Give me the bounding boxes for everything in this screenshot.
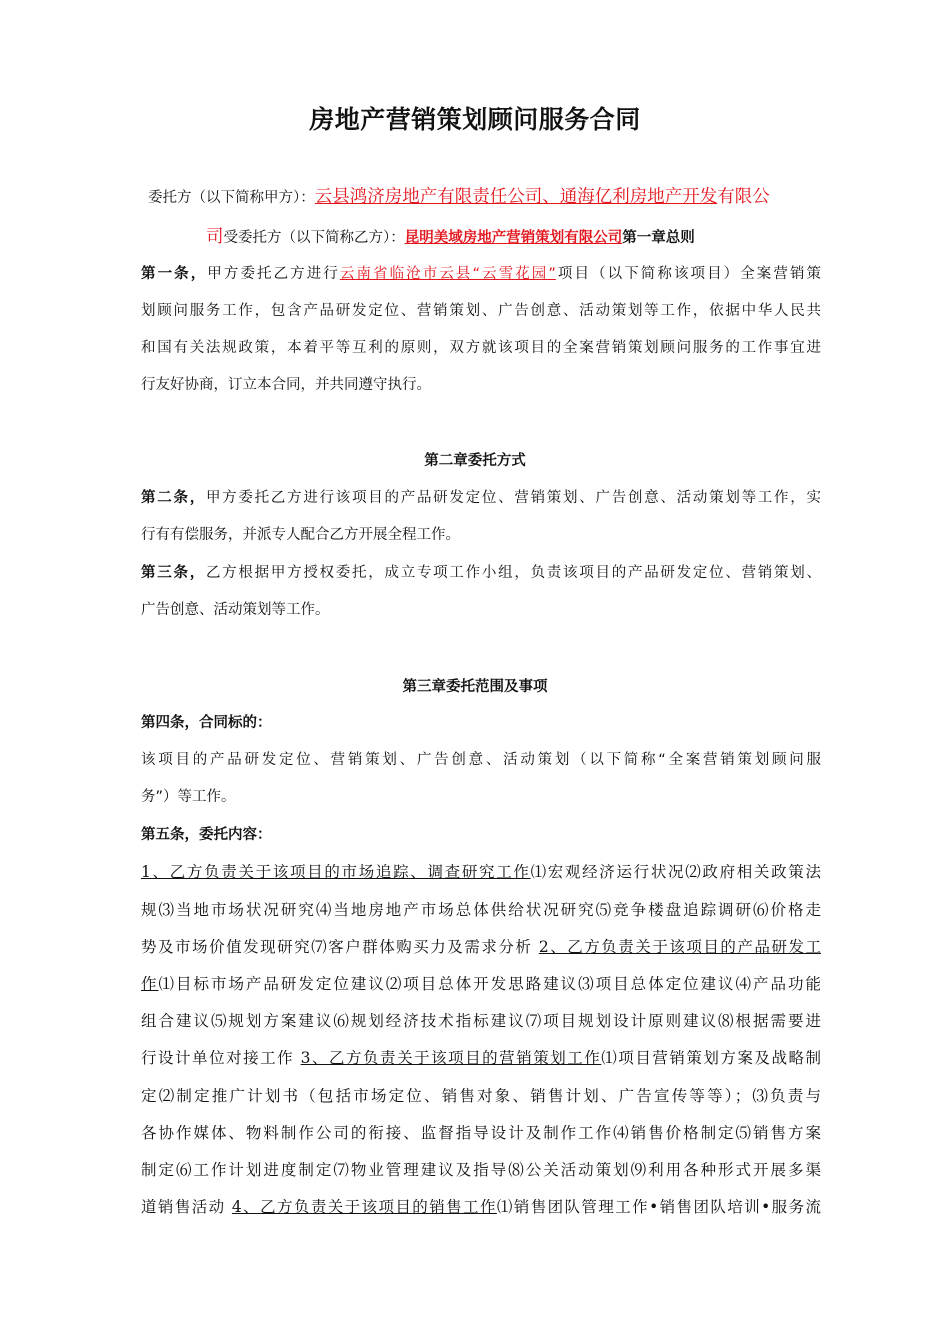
agent-label: 受委托方（以下简称乙方）： (223, 230, 405, 246)
parties-line-1 (148, 187, 820, 208)
parties-line-2 (206, 227, 826, 248)
article4-line-1: 该项目的产品研发定位、营销策划、广告创意、活动策划（以下简称“全案营销策划顾问服 (141, 752, 821, 768)
article5-line-6: 行设计单位对接工作 3、乙方负责关于该项目的营销策划工作⑴项目营销策划方案及战略制 (141, 1049, 821, 1067)
article5-line-7: 定⑵制定推广计划书（包括市场定位、销售对象、销售计划、广告宣传等等）；⑶负责与 (141, 1087, 821, 1105)
client-name: 云县鸿济房地产有限责任公司、通海亿利房地产开发 (314, 187, 718, 207)
article5-line-5: 组合建议⑸规划方案建议⑹规划经济技术指标建议⑺项目规划设计原则建议⑻根据需要进 (141, 1012, 821, 1030)
article5-line-8: 各协作媒体、物料制作公司的衔接、监督指导设计及制作工作⑷销售价格制定⑸销售方案 (141, 1124, 821, 1142)
article3-line-2: 广告创意、活动策划等工作。 (141, 602, 330, 618)
article5-line-9: 制定⑹工作计划进度制定⑺物业管理建议及指导⑻公关活动策划⑼利用各种形式开展多渠 (141, 1161, 821, 1179)
article5-line-3: 势及市场价值发现研究⑺客户群体购买力及需求分析 2、乙方负责关于该项目的产品研发工 (141, 938, 821, 956)
chapter1-heading: 第一章总则 (622, 230, 695, 246)
article1-line-2: 划顾问服务工作，包含产品研发定位、营销策划、广告创意、活动策划等工作，依据中华人民共 (141, 303, 821, 319)
article2-line-2: 行有有偿服务，并派专人配合乙方开展全程工作。 (141, 527, 460, 543)
article3-label: 第三条， (141, 565, 206, 581)
project-location: 云南省临沧市云县“云雪花园” (339, 266, 556, 282)
item2-heading: 2、乙方负责关于该项目的产品研发工 (538, 938, 821, 956)
article1-label: 第一条， (141, 266, 208, 282)
article3-line-1: 第三条，乙方根据甲方授权委托，成立专项工作小组，负责该项目的产品研发定位、营销策划、 (141, 565, 822, 581)
document-title: 房地产营销策划顾问服务合同 (309, 105, 641, 134)
client-label: 委托方（以下简称甲方）： (148, 190, 315, 206)
article4-label: 第四条，合同标的： (141, 715, 272, 731)
article5-line-2: 规⑶当地市场状况研究⑷当地房地产市场总体供给状况研究⑸竞争楼盘追踪调研⑹价格走 (141, 901, 821, 919)
client-name-end: 司 (206, 227, 224, 247)
article1-line-3: 和国有关法规政策，本着平等互利的原则，双方就该项目的全案营销策划顾问服务的工作事宜进 (141, 340, 821, 356)
agent-name: 昆明美域房地产营销策划有限公司 (404, 230, 623, 246)
article5-line-4: 作⑴目标市场产品研发定位建议⑵项目总体开发思路建议⑶项目总体定位建议⑷产品功能 (141, 975, 821, 993)
chapter3-heading: 第三章委托范围及事项 (402, 679, 548, 695)
article4-line-2: 务”）等工作。 (141, 789, 236, 805)
article1-line-1: 第一条，甲方委托乙方进行云南省临沧市云县“云雪花园”项目（以下简称该项目）全案营销策 (141, 266, 822, 282)
article5-line-1: 1、乙方负责关于该项目的市场追踪、调查研究工作⑴宏观经济运行状况⑵政府相关政策法 (141, 863, 821, 881)
item4-heading: 4、乙方负责关于该项目的销售工作 (231, 1198, 497, 1216)
article2-label: 第二条， (141, 490, 206, 506)
item3-heading: 3、乙方负责关于该项目的营销策划工作 (300, 1049, 602, 1067)
chapter2-heading: 第二章委托方式 (424, 453, 526, 469)
article5-label: 第五条，委托内容： (141, 827, 272, 843)
article1-line-4: 行友好协商，订立本合同，并共同遵守执行。 (141, 377, 431, 393)
item1-heading: 1、乙方负责关于该项目的市场追踪、调查研究工作 (141, 863, 531, 881)
item2-heading-end: 作 (141, 975, 159, 993)
article5-line-10: 道销售活动 4、乙方负责关于该项目的销售工作⑴销售团队管理工作•销售团队培训•服务流 (141, 1198, 821, 1216)
client-name-suffix: 有限公 (717, 187, 770, 207)
article2-line-1: 第二条，甲方委托乙方进行该项目的产品研发定位、营销策划、广告创意、活动策划等工作，实 (141, 490, 822, 506)
